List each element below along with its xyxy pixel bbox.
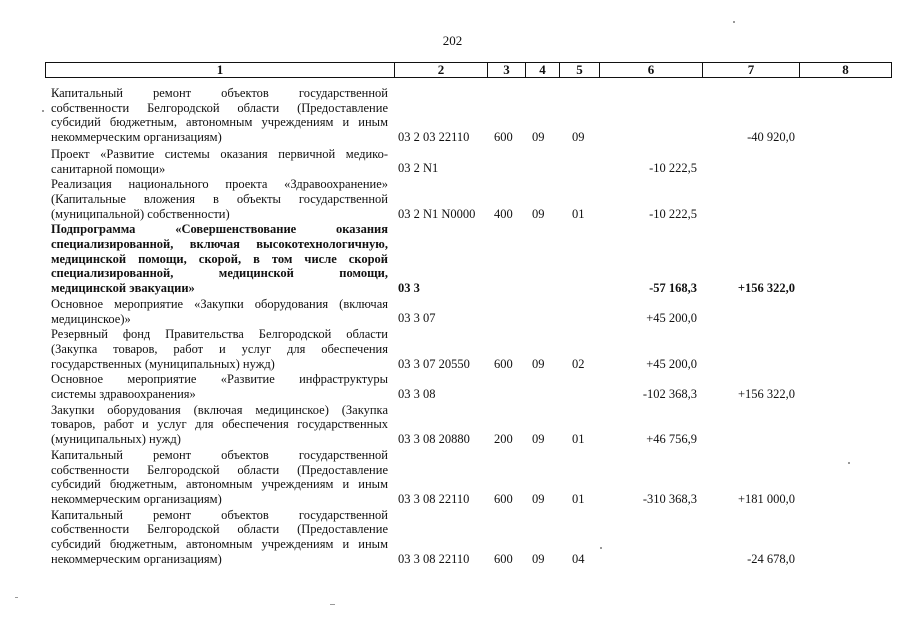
- row-name-line: Основное мероприятие «Развитие инфраструктуры: [51, 372, 388, 387]
- row-code: 03 3 07 20550: [398, 356, 470, 371]
- row-section: 09: [532, 432, 545, 447]
- row-expense-type: 600: [494, 551, 513, 566]
- table-row: [0, 297, 905, 326]
- row-expense-type: 600: [494, 356, 513, 371]
- row-name-line: Основное мероприятие «Закупки оборудования (включая: [51, 296, 388, 311]
- row-name-line: медицинское)»: [51, 311, 131, 326]
- row-name-line: санитарной помощи»: [51, 161, 166, 176]
- row-expense-type: 600: [494, 130, 513, 145]
- row-name-line: субсидий бюджетным, автономным учреждениям и иным: [51, 115, 388, 130]
- row-subsection: 09: [572, 130, 585, 145]
- row-code: 03 2 N1 N0000: [398, 206, 476, 221]
- row-code: 03 3 07: [398, 311, 436, 326]
- scan-speck: [330, 604, 335, 605]
- row-amount-col6: -10 222,5: [649, 206, 697, 221]
- row-code: 03 2 03 22110: [398, 130, 470, 145]
- table-row: [0, 508, 905, 567]
- row-name-line: некоммерческим организациям): [51, 551, 222, 566]
- table-row: [0, 86, 905, 145]
- header-cell-1: 1: [46, 63, 395, 78]
- row-name-line: некоммерческим организациям): [51, 130, 222, 145]
- row-subsection: 01: [572, 206, 585, 221]
- scan-speck: [15, 597, 18, 598]
- scan-speck: [733, 21, 735, 23]
- row-name-line: системы здравоохранения»: [51, 387, 196, 401]
- row-name-line: Подпрограмма «Совершенствование оказания: [51, 222, 388, 237]
- row-name-line: собственности Белгородской области (Предоставление: [51, 100, 388, 115]
- scan-speck: [42, 110, 44, 112]
- row-section: 09: [532, 356, 545, 371]
- header-cell-3: 3: [488, 63, 526, 78]
- row-name-line: медицинской помощи, скорой, в том числе скорой: [51, 251, 388, 266]
- row-amount-col7: -24 678,0: [747, 551, 795, 566]
- header-cell-2: 2: [395, 63, 488, 78]
- row-name: [51, 327, 388, 371]
- row-name: [51, 177, 388, 221]
- column-header-table: [45, 62, 892, 78]
- row-expense-type: 600: [494, 491, 513, 506]
- row-name-line: собственности Белгородской области (Предоставление: [51, 462, 388, 477]
- row-name: [51, 147, 388, 176]
- row-name: [51, 222, 388, 296]
- row-name-line: субсидий бюджетным, автономным учреждениям и иным: [51, 477, 388, 492]
- table-row: [0, 177, 905, 221]
- row-subsection: 02: [572, 356, 585, 371]
- row-section: 09: [532, 130, 545, 145]
- row-amount-col6: -57 168,3: [649, 281, 697, 296]
- row-name-line: (Закупка товаров, работ и услуг для обеспечения: [51, 341, 388, 356]
- page-number: 202: [442, 33, 463, 48]
- row-amount-col7: +156 322,0: [737, 281, 795, 296]
- row-name: [51, 297, 388, 326]
- row-amount-col6: +45 200,0: [646, 356, 697, 371]
- row-amount-col7: +156 322,0: [737, 386, 795, 401]
- header-cell-7: 7: [703, 63, 800, 78]
- row-code: 03 3 08: [398, 386, 436, 401]
- row-name-line: Капитальный ремонт объектов государственной: [51, 447, 388, 462]
- table-row: [0, 448, 905, 507]
- row-section: 09: [532, 491, 545, 506]
- header-cell-5: 5: [560, 63, 600, 78]
- row-name-line: Закупки оборудования (включая медицинское) (Закупка: [51, 402, 388, 417]
- row-code: 03 3 08 22110: [398, 551, 470, 566]
- row-name-line: (Капитальные вложения в объекты государственной: [51, 191, 388, 206]
- table-row: [0, 403, 905, 447]
- row-name-line: (муниципальной) собственности): [51, 206, 230, 221]
- row-name: [51, 86, 388, 145]
- scan-speck: [848, 462, 850, 464]
- row-amount-col6: +45 200,0: [646, 311, 697, 326]
- row-name: [51, 372, 388, 401]
- table-row: [0, 147, 905, 176]
- header-cell-4: 4: [526, 63, 560, 78]
- row-name-line: Резервный фонд Правительства Белгородской области: [51, 327, 388, 342]
- row-name-line: Проект «Развитие системы оказания первичной медико-: [51, 146, 388, 161]
- row-name: [51, 508, 388, 567]
- row-code: 03 2 N1: [398, 161, 439, 176]
- row-expense-type: 400: [494, 206, 513, 221]
- table-row: [0, 327, 905, 371]
- row-code: 03 3 08 22110: [398, 491, 470, 506]
- row-name-line: специализированной, медицинской помощи,: [51, 266, 388, 281]
- row-name: [51, 448, 388, 507]
- table-row: [0, 372, 905, 401]
- row-amount-col6: -10 222,5: [649, 161, 697, 176]
- row-name-line: товаров, работ и услуг для обеспечения государственных: [51, 417, 388, 432]
- row-name-line: (муниципальных) нужд): [51, 432, 181, 447]
- scan-speck: [600, 547, 602, 549]
- row-name-line: Капитальный ремонт объектов государственной: [51, 86, 388, 100]
- row-amount-col7: +181 000,0: [737, 491, 795, 506]
- row-code: 03 3: [398, 281, 420, 296]
- row-code: 03 3 08 20880: [398, 432, 470, 447]
- row-subsection: 01: [572, 491, 585, 506]
- row-subsection: 01: [572, 432, 585, 447]
- header-cell-6: 6: [600, 63, 703, 78]
- row-subsection: 04: [572, 551, 585, 566]
- row-amount-col6: -310 368,3: [642, 491, 697, 506]
- row-amount-col6: +46 756,9: [646, 432, 697, 447]
- row-name-line: специализированной, включая высокотехнологичную,: [51, 237, 388, 251]
- table-row: [0, 222, 905, 296]
- row-name-line: субсидий бюджетным, автономным учреждениям и иным: [51, 537, 388, 551]
- row-name-line: медицинской эвакуации»: [51, 281, 195, 296]
- row-section: 09: [532, 206, 545, 221]
- row-name-line: Реализация национального проекта «Здравоохранение»: [51, 177, 388, 192]
- row-amount-col7: -40 920,0: [747, 130, 795, 145]
- row-section: 09: [532, 551, 545, 566]
- row-name-line: собственности Белгородской области (Предоставление: [51, 522, 388, 537]
- row-name-line: некоммерческим организациям): [51, 491, 222, 506]
- row-name-line: Капитальный ремонт объектов государственной: [51, 507, 388, 522]
- row-amount-col6: -102 368,3: [642, 386, 697, 401]
- row-expense-type: 200: [494, 432, 513, 447]
- header-cell-8: 8: [800, 63, 892, 78]
- row-name-line: государственных (муниципальных) нужд): [51, 356, 275, 371]
- row-name: [51, 403, 388, 447]
